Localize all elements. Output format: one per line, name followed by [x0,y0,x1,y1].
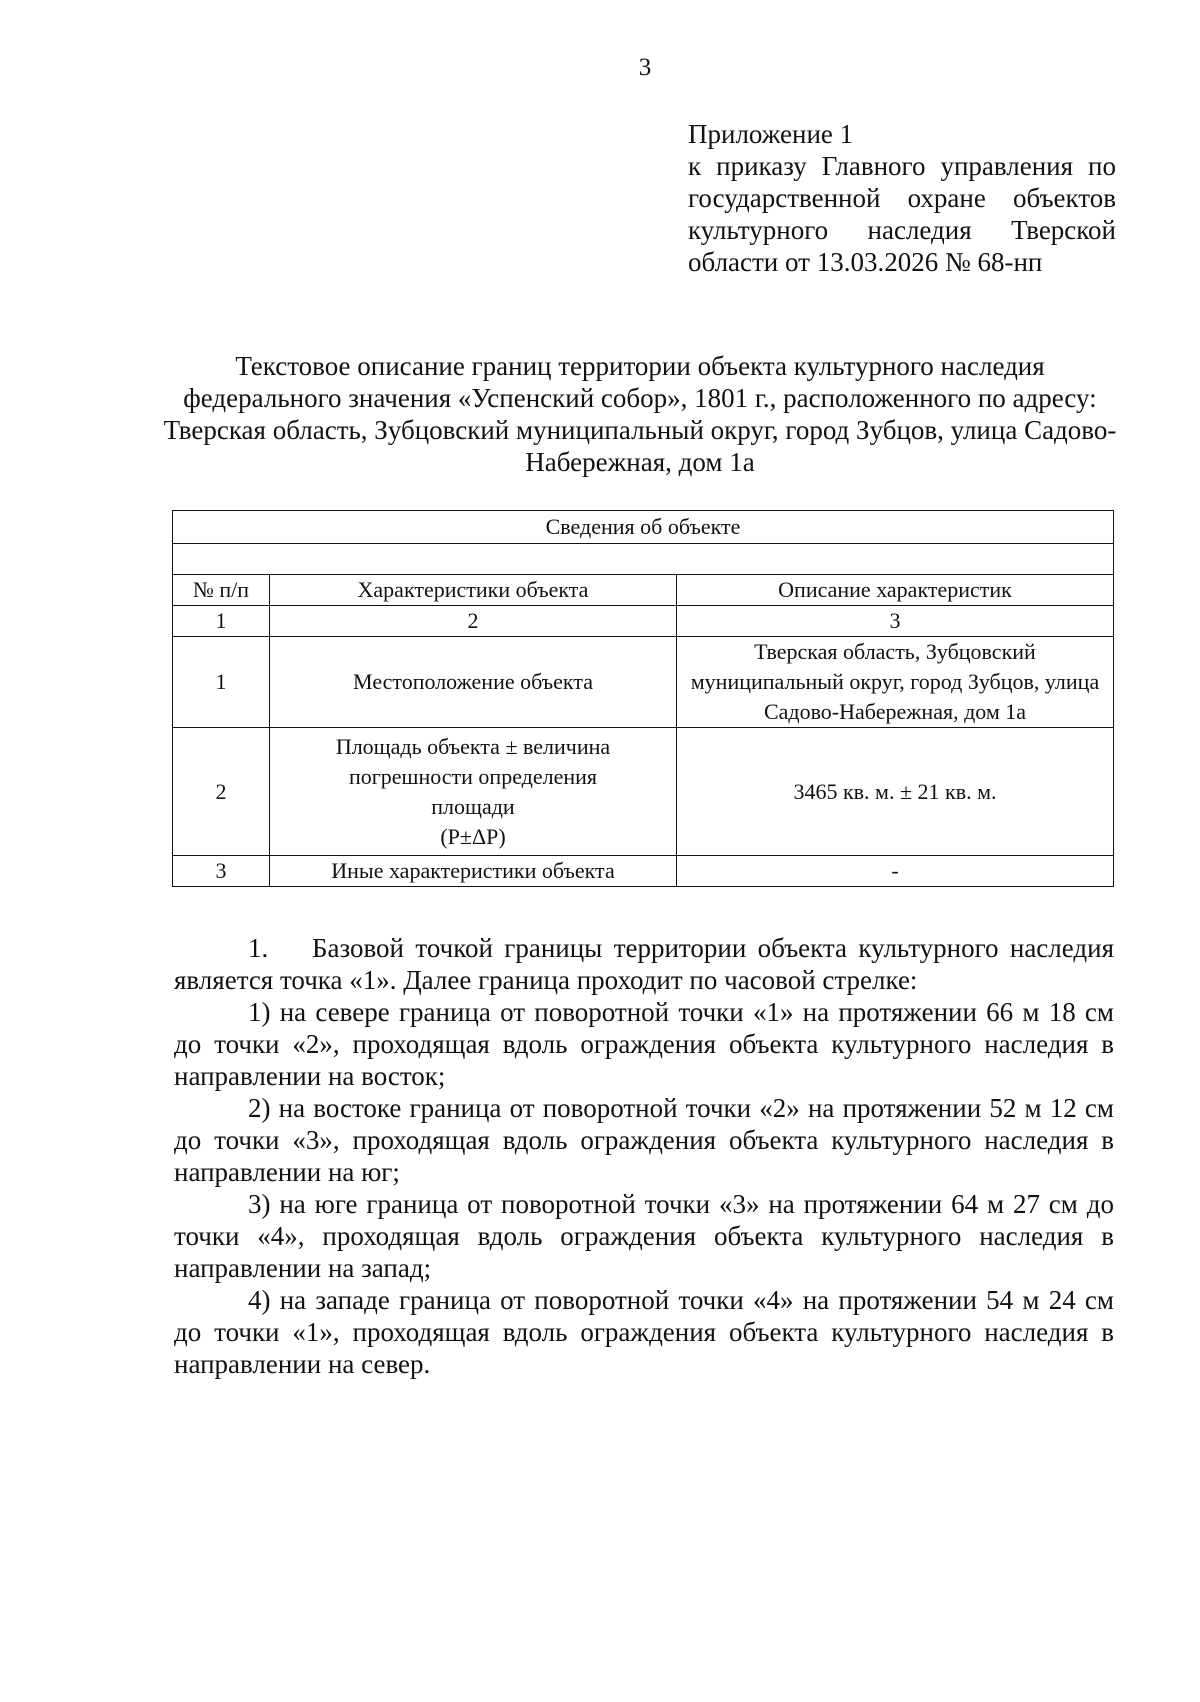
table-caption-row [173,511,1114,544]
appendix-text: к приказу Главного управления по государственной охране объектов культурного наследия Тверской области от 13.03.2026 № 68-нп [688,151,1116,277]
boundary-item: 4) на западе граница от поворотной точки «4» на протяжении 54 м 24 см до точки «1», проходящая вдоль ограждения объекта культурного наследия в направлении на север. [174,1285,1114,1379]
table-row [173,728,1114,856]
table-row [173,637,1114,728]
table-cell-line: Площадь объекта ± величина [335,733,611,759]
table-header-cell: № п/п [173,575,270,606]
object-info-table [172,510,1114,887]
table-blank-row [173,544,1114,575]
table-cell [270,728,677,856]
boundary-item: 2) на востоке граница от поворотной точки «2» на протяжении 52 м 12 см до точки «3», проходящая вдоль ограждения объекта культурного наследия в направлении на юг; [174,1093,1114,1187]
table-numbering-row [173,606,1114,637]
table-cell: 2 [173,728,270,856]
table-cell-line: (Р±ΔР) [440,823,506,849]
table-header-cell: Характеристики объекта [270,575,677,606]
table-cell: Местоположение объекта [270,637,677,728]
boundary-item: 3) на юге граница от поворотной точки «3» на протяжении 64 м 27 см до точки «4», проходящая вдоль ограждения объекта культурного наследия в направлении на запад; [174,1189,1114,1283]
table-header-cell: Описание характеристик [677,575,1114,606]
table-cell: 3 [677,606,1114,637]
table-cell-line: площади [431,793,515,819]
intro-number: 1. [248,933,269,963]
boundary-item: 1) на севере граница от поворотной точки «1» на протяжении 66 м 18 см до точки «2», проходящая вдоль ограждения объекта культурного наследия в направлении на восток; [174,997,1114,1091]
table-cell: 2 [270,606,677,637]
table-header-row [173,575,1114,606]
table-row [173,856,1114,887]
table-cell: 3 [173,856,270,887]
table-cell: Тверская область, Зубцовский муниципальный округ, город Зубцов, улица Садово-Набережная, дом 1а [677,637,1114,728]
table-cell: 1 [173,606,270,637]
intro-paragraph [174,932,1114,996]
table-cell-line: погрешности определения [348,763,598,789]
table-cell: - [677,856,1114,887]
table-blank-cell [173,544,1114,575]
appendix-title: Приложение 1 [688,119,854,149]
appendix-block [688,118,1116,278]
document-body [174,932,1114,1380]
table-cell: Иные характеристики объекта [270,856,677,887]
table-caption: Сведения об объекте [173,511,1114,544]
table-cell: 1 [173,637,270,728]
table-cell: 3465 кв. м. ± 21 кв. м. [677,728,1114,856]
document-heading: Текстовое описание границ территории объекта культурного наследия федерального значения «Успенский собор», 1801 г., расположенного по адресу: Тверская область, Зубцовский муниципальный округ, город Зубцов, улица Садово-Набережная, дом 1а [163,351,1117,477]
intro-text: Базовой точкой границы территории объекта культурного наследия является точка «1». Далее граница проходит по часовой стрелке: [174,933,1114,995]
page-number: 3 [638,54,652,81]
